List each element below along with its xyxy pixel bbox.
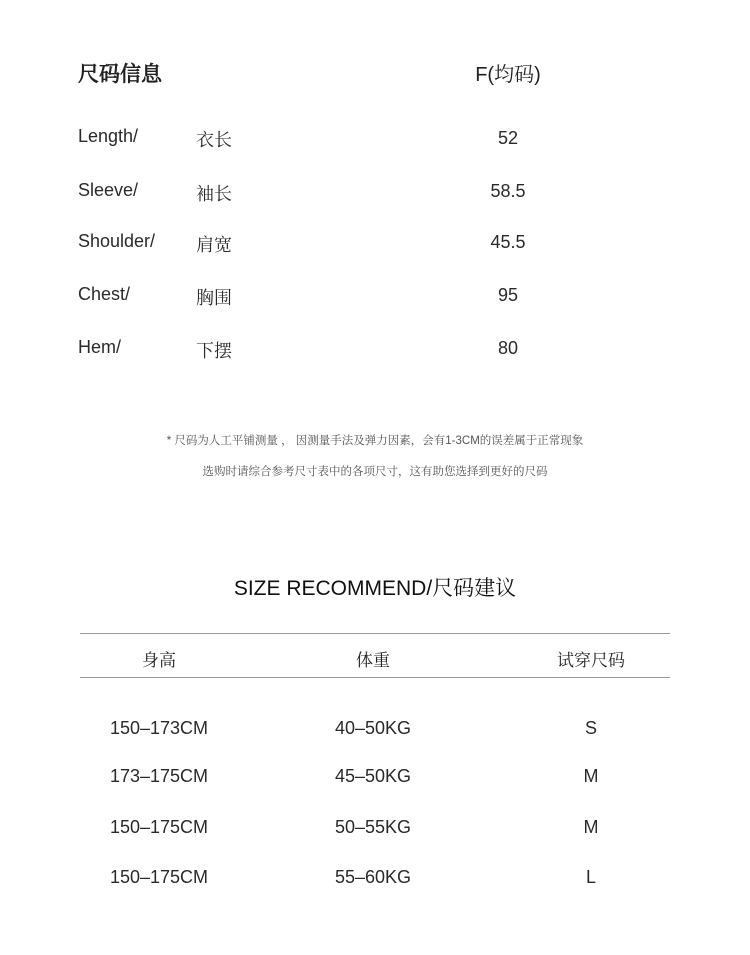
measure-cn-label: 下摆	[196, 341, 232, 361]
measure-value: 52	[497, 128, 519, 148]
size-cell: S	[584, 718, 597, 738]
weight-cell: 55–60KG	[334, 867, 412, 887]
table-header-divider	[80, 677, 670, 678]
size-info-title: 尺码信息	[78, 63, 162, 86]
size-cell: M	[583, 817, 599, 837]
header-size: 试穿尺码	[557, 651, 625, 670]
size-header-label: F(均码)	[475, 64, 541, 86]
header-height: 身高	[142, 651, 176, 670]
measurement-note: * 尺码为人工平铺测量 ， 因测量手法及弹力因素，会有1-3CM的误差属于正常现象	[166, 435, 584, 447]
size-cell: L	[585, 867, 596, 887]
size-cell: M	[583, 766, 599, 786]
height-cell: 150–175CM	[109, 817, 209, 837]
measure-value: 80	[497, 338, 519, 358]
measure-en-label: Shoulder/	[78, 231, 156, 251]
measure-cn-label: 胸围	[196, 288, 232, 308]
weight-cell: 40–50KG	[334, 718, 412, 738]
height-cell: 173–175CM	[109, 766, 209, 786]
weight-cell: 45–50KG	[334, 766, 412, 786]
measure-cn-label: 肩宽	[196, 235, 232, 255]
measure-value: 58.5	[490, 181, 526, 201]
height-cell: 150–175CM	[109, 867, 209, 887]
measure-cn-label: 衣长	[196, 130, 232, 150]
table-top-divider	[80, 633, 670, 634]
measure-en-label: Length/	[78, 126, 139, 146]
measure-en-label: Sleeve/	[78, 180, 139, 200]
recommend-title: SIZE RECOMMEND/尺码建议	[233, 577, 517, 600]
measure-cn-label: 袖长	[196, 184, 232, 204]
measure-en-label: Chest/	[78, 284, 131, 304]
selection-note: 选购时请综合参考尺寸表中的各项尺寸，这有助您选择到更好的尺码	[202, 466, 548, 478]
measure-en-label: Hem/	[78, 337, 122, 357]
height-cell: 150–173CM	[109, 718, 209, 738]
header-weight: 体重	[356, 651, 390, 670]
measure-value: 45.5	[490, 232, 526, 252]
measure-value: 95	[497, 285, 519, 305]
weight-cell: 50–55KG	[334, 817, 412, 837]
